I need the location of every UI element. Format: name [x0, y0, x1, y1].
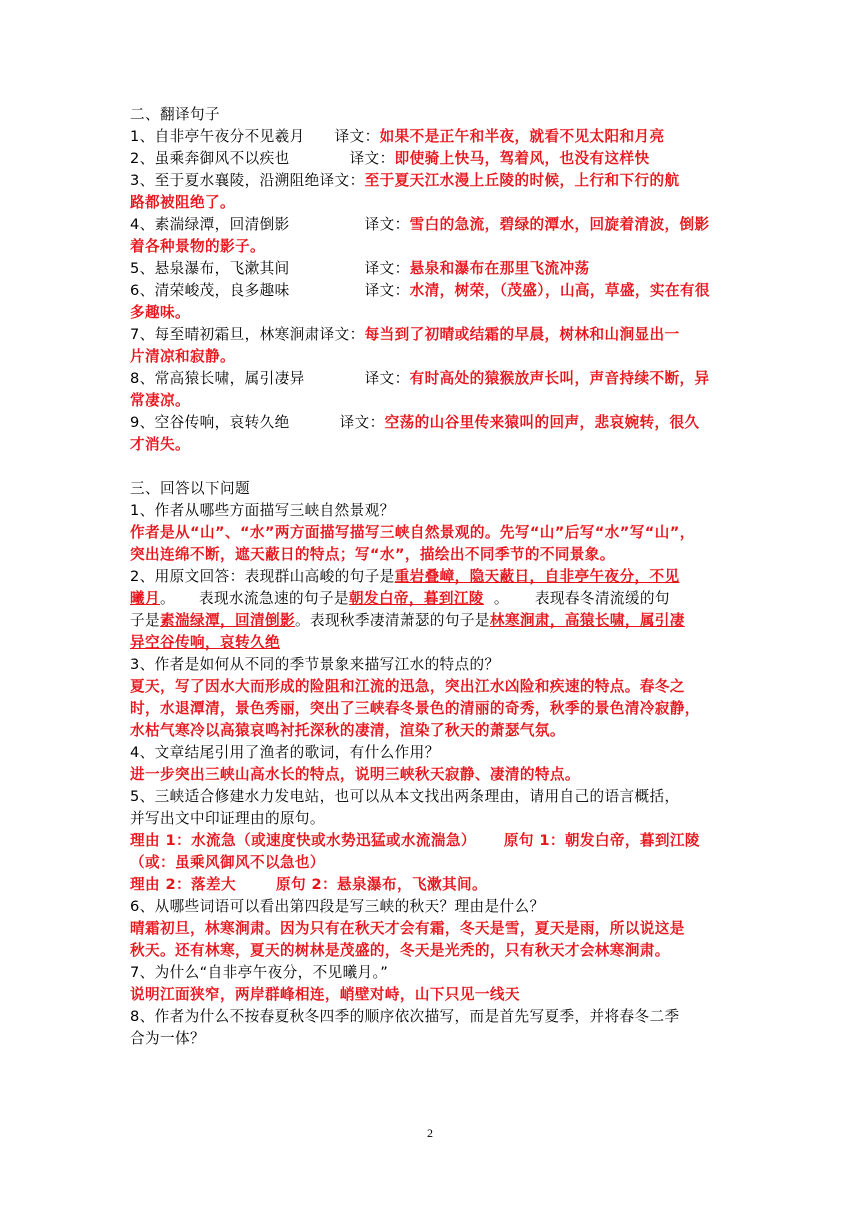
answer: 进一步突出三峡山高水长的特点，说明三峡秋天寂静、凄清的特点。 [130, 766, 580, 783]
translation-label: 译文： [334, 128, 380, 145]
source-sentence: 3、至于夏水襄陵，沿溯阻绝 [130, 172, 320, 189]
answer-blank: 林寒涧肃，高猿长啸，属引凄 [489, 612, 685, 629]
source-sentence: 1、自非亭午夜分不见羲月 [130, 128, 305, 145]
source-sentence: 7、每至晴初霜旦，林寒涧肃 [130, 326, 320, 343]
translation-item [130, 368, 730, 390]
translation-item [130, 412, 730, 434]
answer: 作者是从“山”、“水”两方面描写描写三峡自然景观的。先写“山”后写“水”写“山”， [130, 524, 695, 541]
translation-label: 译文： [349, 150, 395, 167]
answer-blank: 重岩叠嶂，隐天蔽日，自非亭午夜分，不见 [394, 568, 680, 585]
translation-answer-cont: 片清凉和寂静。 [130, 348, 235, 365]
translation-item [130, 280, 730, 302]
answer: 夏天，写了因水大而形成的险阻和江流的迅急，突出江水凶险和疾速的特点。春冬之 [130, 678, 685, 695]
answer: 突出连绵不断，遮天蔽日的特点；写“水”，描绘出不同季节的不同景象。 [130, 546, 615, 563]
section-heading: 二、翻译句子 [130, 106, 220, 123]
translation-item [130, 324, 730, 346]
translation-label: 译文： [364, 282, 410, 299]
translation-answer: 每当到了初晴或结霜的早晨，树林和山涧显出一 [364, 326, 680, 343]
question: 4、文章结尾引用了渔者的歌词，有什么作用？ [130, 744, 440, 761]
question: 2、用原文回答：表现群山高峻的句子是重岩叠嶂，隐天蔽日，自非亭午夜分，不见 [130, 568, 680, 585]
translation-item [130, 170, 730, 192]
translation-item [130, 126, 730, 148]
answer: 理由 2：落差大 原句 2：悬泉瀑布，飞漱其间。 [130, 876, 487, 893]
translation-answer: 雪白的急流，碧绿的潭水，回旋着清波，倒影 [409, 216, 710, 233]
translation-label: 译文： [364, 216, 410, 233]
translation-answer: 即使骑上快马，驾着风，也没有这样快 [394, 150, 650, 167]
question: 合为一体？ [130, 1030, 205, 1047]
section-heading: 三、回答以下问题 [130, 480, 250, 497]
translation-answer-cont: 才消失。 [130, 436, 190, 453]
answer: 晴霜初旦，林寒涧肃。因为只有在秋天才会有霜，冬天是雪，夏天是雨，所以说这是 [130, 920, 685, 937]
translation-answer: 如果不是正午和半夜，就看不见太阳和月亮 [379, 128, 665, 145]
translation-item [130, 148, 730, 170]
question: 3、作者是如何从不同的季节景象来描写江水的特点的？ [130, 656, 500, 673]
source-sentence: 4、素湍绿潭，回清倒影 [130, 216, 290, 233]
translation-label: 译文： [319, 172, 365, 189]
answer-blank: 异空谷传响，哀转久绝 [130, 634, 280, 651]
answer: 水枯气寒冷以高猿哀鸣衬托深秋的凄清，渲染了秋天的萧瑟气氛。 [130, 722, 565, 739]
question: 5、三峡适合修建水力发电站，也可以从本文找出两条理由，请用自己的语言概括， [130, 788, 680, 805]
translation-answer-cont: 路都被阻绝了。 [130, 194, 235, 211]
answer: 秋天。还有林寒，夏天的树林是茂盛的，冬天是光秃的，只有秋天才会林寒涧肃。 [130, 942, 670, 959]
question: 1、作者从哪些方面描写三峡自然景观？ [130, 502, 395, 519]
translation-label: 译文： [364, 370, 410, 387]
source-sentence: 5、悬泉瀑布，飞漱其间 [130, 260, 290, 277]
translation-item [130, 258, 730, 280]
translation-label: 译文： [364, 260, 410, 277]
page-number: 2 [427, 1126, 433, 1140]
source-sentence: 6、清荣峻茂，良多趣味 [130, 282, 290, 299]
question: 7、为什么“自非亭午夜分，不见曦月。” [130, 964, 389, 981]
translation-answer: 有时高处的猿猴放声长叫，声音持续不断，异 [409, 370, 710, 387]
question: 6、从哪些词语可以看出第四段是写三峡的秋天？理由是什么？ [130, 898, 545, 915]
answer: （或：虽乘风御风不以急也） [130, 854, 325, 871]
translation-answer: 悬泉和瀑布在那里飞流冲荡 [409, 260, 590, 277]
source-sentence: 9、空谷传响，哀转久绝 [130, 414, 290, 431]
translation-label: 译文： [339, 414, 385, 431]
translation-answer-cont: 常凄凉。 [130, 392, 190, 409]
source-sentence: 2、虽乘奔御风不以疾也 [130, 150, 290, 167]
answer-blank: 朝发白帝，暮到江陵 [348, 590, 484, 607]
source-sentence: 8、常高猿长啸，属引凄异 [130, 370, 305, 387]
translation-answer: 空荡的山谷里传来猿叫的回声，悲哀婉转，很久 [384, 414, 700, 431]
answer-blank: 素湍绿潭，回清倒影 [160, 612, 295, 629]
answer: 说明江面狭窄，两岸群峰相连，峭壁对峙，山下只见一线天 [130, 986, 520, 1003]
document-page: 二、翻译句子 1、自非亭午夜分不见羲月 译文：如果不是正午和半夜，就看不见太阳和月亮 2、虽乘奔御风不以疾也 译文：即使骑上快马，驾着风，也没有这样快 3、至于夏水襄陵，沿溯阻绝译文：至于夏天江水漫上丘陵的时候，上行和下行的航 路都被阻绝了。 4、素湍绿潭，回清倒影 译文：雪白的急流，碧绿的潭水，回旋着清波，倒影 着各种景物的影子。 5、悬泉瀑布，飞漱其间 译文：悬泉和瀑布在那里飞流冲荡 6、清荣峻茂，良多趣味 译文：水清，树荣，（茂盛），山高，草盛，实在有很 多趣味。 7、每至晴初霜旦，林寒涧肃译文：每当到了初晴或结霜的早晨，树林和山涧显出一 片清凉和寂静。 8、常高猿长啸，属引凄异 译文：有时高处的猿猴放声长叫，声音持续不断，异 常凄凉。 9、空谷传响，哀转久绝 译文：空荡的山谷里传来猿叫的回声，悲哀婉转，很久 才消失。 三、回答以下问题 1、作者从哪些方面描写三峡自然景观？ 作者是从“山”、“水”两方面描写描写三峡自然景观的。先写“山”后写“水”写“山”， 突出连绵不断，遮天蔽日的特点；写“水”，描绘出不同季节的不同景象。 2、用原文回答：表现群山高峻的句子是重岩叠嶂，隐天蔽日，自非亭午夜分，不见 曦月。 表现水流急速的句子是朝发白帝，暮到江陵 。 表现春冬清流缓的句 子是素湍绿潭，回清倒影。表现秋季凄清萧瑟的句子是林寒涧肃，高猿长啸，属引凄 异空谷传响，哀转久绝 3、作者是如何从不同的季节景象来描写江水的特点的？ 夏天，写了因水大而形成的险阻和江流的迅急，突出江水凶险和疾速的特点。春冬之 时，水退潭清，景色秀丽，突出了三峡春冬景色的清丽的奇秀，秋季的景色清冷寂静， 水枯气寒冷以高猿哀鸣衬托深秋的凄清，渲染了秋天的萧瑟气氛。 4、文章结尾引用了渔者的歌词，有什么作用？ 进一步突出三峡山高水长的特点，说明三峡秋天寂静、凄清的特点。 5、三峡适合修建水力发电站，也可以从本文找出两条理由，请用自己的语言概括， 并写出文中印证理由的原句。 理由 1：水流急（或速度快或水势迅猛或水流湍急） 原句 1：朝发白帝，暮到江陵 （或：虽乘风御风不以急也） 理由 2：落差大 原句 2：悬泉瀑布，飞漱其间。 6、从哪些词语可以看出第四段是写三峡的秋天？理由是什么？ 晴霜初旦，林寒涧肃。因为只有在秋天才会有霜，冬天是雪，夏天是雨，所以说这是 秋天。还有林寒，夏天的树林是茂盛的，冬天是光秃的，只有秋天才会林寒涧肃。 7、为什么“自非亭午夜分，不见曦月。” 说明江面狭窄，两岸群峰相连，峭壁对峙，山下只见一线天 8、作者为什么不按春夏秋冬四季的顺序依次描写，而是首先写夏季，并将春冬二季 合为一体？ [130, 104, 730, 1050]
translation-answer: 至于夏天江水漫上丘陵的时候，上行和下行的航 [364, 172, 680, 189]
answer: 理由 1：水流急（或速度快或水势迅猛或水流湍急） 原句 1：朝发白帝，暮到江陵 [130, 832, 700, 849]
answer: 时，水退潭清，景色秀丽，突出了三峡春冬景色的清丽的奇秀，秋季的景色清冷寂静， [130, 700, 700, 717]
answer-blank: 曦月 [130, 590, 160, 607]
translation-answer-cont: 着各种景物的影子。 [130, 238, 265, 255]
question: 并写出文中印证理由的原句。 [130, 810, 325, 827]
translation-answer-cont: 多趣味。 [130, 304, 190, 321]
translation-answer: 水清，树荣，（茂盛），山高，草盛，实在有很 [409, 282, 710, 299]
question: 8、作者为什么不按春夏秋冬四季的顺序依次描写，而是首先写夏季，并将春冬二季 [130, 1008, 680, 1025]
translation-label: 译文： [319, 326, 365, 343]
translation-item [130, 214, 730, 236]
